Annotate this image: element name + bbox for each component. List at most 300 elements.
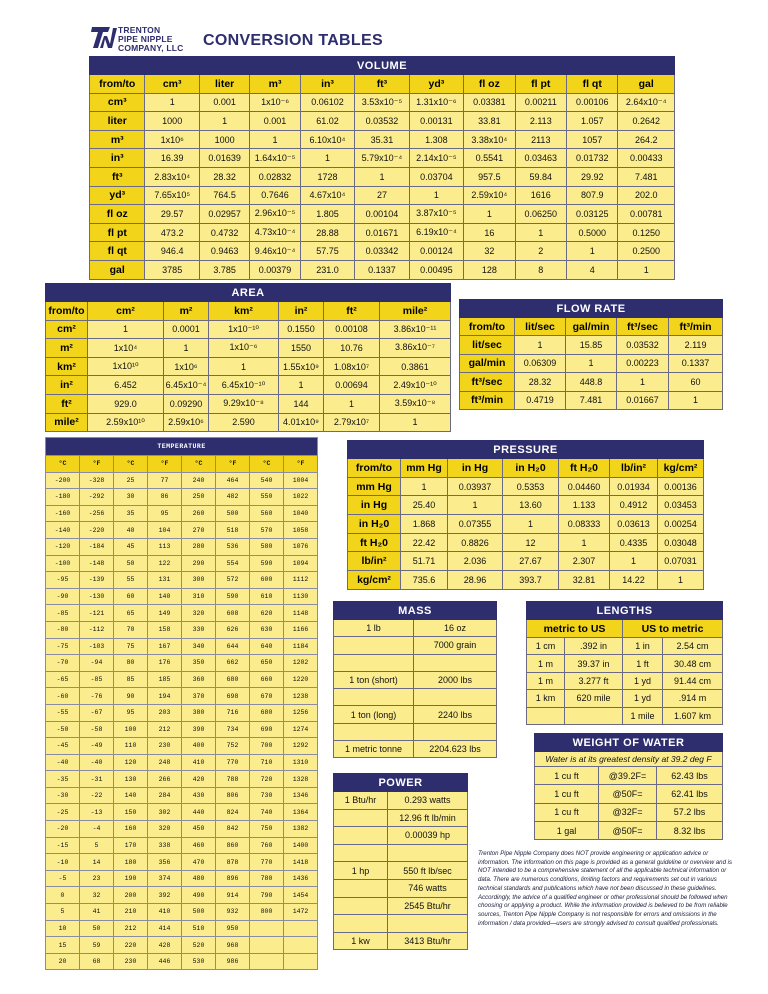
lengths-cell: 1 m [527, 655, 565, 672]
temperature-row [46, 572, 318, 589]
pressure-value-cell: 1 [559, 533, 610, 552]
temperature-cell: -55 [46, 704, 80, 721]
power-cell [334, 879, 388, 897]
mass-title: MASS [334, 602, 497, 620]
temperature-row [46, 870, 318, 887]
volume-row-label: gal [90, 260, 145, 279]
pressure-value-cell: 2.307 [559, 552, 610, 571]
temperature-cell: 1274 [284, 721, 318, 738]
lengths-cell: 1 km [527, 690, 565, 707]
volume-table [89, 56, 675, 280]
volume-value-cell: 0.06250 [515, 205, 566, 224]
temperature-cell: 75 [114, 638, 148, 655]
temperature-cell: -200 [46, 472, 80, 489]
temperature-row [46, 522, 318, 539]
flow-value-cell: 0.06309 [515, 354, 566, 372]
temperature-cell: 760 [250, 837, 284, 854]
volume-value-cell: 3.87x10⁻⁵ [409, 205, 463, 224]
pressure-row-label: mm Hg [348, 477, 401, 496]
power-cell [334, 809, 388, 827]
flow-value-cell: 0.01667 [617, 391, 669, 409]
volume-value-cell: 1057 [567, 130, 618, 149]
volume-row-label: yd³ [90, 186, 145, 205]
lengths-cell: 1 cm [527, 638, 565, 655]
mass-cell: 2240 lbs [414, 706, 497, 723]
temperature-cell: -40 [46, 754, 80, 771]
temperature-cell: -4 [80, 821, 114, 838]
pressure-value-cell: 0.08333 [559, 515, 610, 534]
temperature-cell: 530 [182, 953, 216, 970]
temperature-cell: -40 [80, 754, 114, 771]
volume-value-cell: 0.9463 [199, 242, 249, 261]
flow-row [460, 354, 723, 372]
temperature-cell: 350 [182, 655, 216, 672]
volume-value-cell: 0.7646 [250, 186, 300, 205]
volume-value-cell: 0.00433 [618, 149, 675, 168]
temperature-row [46, 638, 318, 655]
mass-cell: 2000 lbs [414, 671, 497, 688]
pressure-value-cell: 25.40 [401, 496, 448, 515]
temperature-cell: 1436 [284, 870, 318, 887]
volume-value-cell: 1000 [145, 112, 199, 131]
temperature-cell: -120 [46, 538, 80, 555]
pressure-value-cell: 51.71 [401, 552, 448, 571]
temperature-cell: -15 [46, 837, 80, 854]
power-cell: 12.96 ft lb/min [388, 809, 468, 827]
area-value-cell: 929.0 [88, 394, 164, 413]
temperature-cell: 284 [148, 787, 182, 804]
area-value-cell: 0.3861 [380, 357, 451, 376]
temperature-cell: 420 [182, 771, 216, 788]
temperature-cell: -85 [46, 605, 80, 622]
area-header-cell: mile² [380, 302, 451, 321]
temperature-cell: -65 [46, 671, 80, 688]
volume-value-cell: 2.64x10⁻⁴ [618, 93, 675, 112]
volume-value-cell: 1 [355, 167, 409, 186]
temperature-cell: 1058 [284, 522, 318, 539]
temperature-cell: 1472 [284, 904, 318, 921]
water-cell: 62.41 lbs [657, 785, 723, 803]
temperature-cell: 35 [114, 505, 148, 522]
temperature-cell: -95 [46, 572, 80, 589]
pressure-value-cell: 0.07031 [658, 552, 704, 571]
pressure-header-cell: from/to [348, 459, 401, 478]
temperature-cell: 460 [182, 837, 216, 854]
mass-cell: 1 metric tonne [334, 741, 414, 758]
temperature-header-cell: °F [148, 456, 182, 473]
flow-value-cell: 7.481 [566, 391, 617, 409]
pressure-value-cell: 0.00136 [658, 477, 704, 496]
volume-row-label: fl qt [90, 242, 145, 261]
volume-value-cell: 0.00379 [250, 260, 300, 279]
temperature-cell: 280 [182, 538, 216, 555]
area-value-cell: 3.86x10⁻¹¹ [380, 320, 451, 339]
volume-value-cell: 4.73x10⁻⁴ [250, 223, 300, 242]
temperature-cell: 410 [182, 754, 216, 771]
mass-row [334, 671, 497, 688]
water-row [535, 803, 723, 821]
temperature-cell: 170 [114, 837, 148, 854]
temperature-cell: 320 [182, 605, 216, 622]
area-value-cell: 3.59x10⁻⁸ [380, 394, 451, 413]
temperature-cell: 194 [148, 688, 182, 705]
area-value-cell: 2.590 [209, 413, 279, 432]
temperature-cell: 824 [216, 804, 250, 821]
temperature-cell: 950 [216, 920, 250, 937]
temperature-row [46, 688, 318, 705]
power-row [334, 844, 468, 862]
temperature-cell: 392 [148, 887, 182, 904]
pressure-row-label: ft H₂0 [348, 533, 401, 552]
power-row [334, 862, 468, 880]
power-cell [388, 844, 468, 862]
volume-value-cell: 6.19x10⁻⁴ [409, 223, 463, 242]
temperature-header-cell: °C [46, 456, 80, 473]
temperature-cell: 914 [216, 887, 250, 904]
temperature-row [46, 804, 318, 821]
temperature-cell: 266 [148, 771, 182, 788]
lengths-cell: 1 in [623, 638, 663, 655]
temperature-table [45, 437, 318, 970]
volume-value-cell: 0.2642 [618, 112, 675, 131]
volume-value-cell: 16.39 [145, 149, 199, 168]
pressure-row-label: in H₂0 [348, 515, 401, 534]
lengths-title: LENGTHS [527, 602, 723, 620]
volume-value-cell: 0.02957 [199, 205, 249, 224]
temperature-cell: 446 [148, 953, 182, 970]
area-value-cell: 1x10⁴ [88, 339, 164, 358]
pressure-row-label: kg/cm² [348, 571, 401, 590]
volume-value-cell: 1.057 [567, 112, 618, 131]
area-row [46, 320, 451, 339]
area-value-cell: 1550 [279, 339, 324, 358]
temperature-cell: 1454 [284, 887, 318, 904]
temperature-cell: 640 [250, 638, 284, 655]
tpn-logo-icon [90, 24, 118, 51]
temperature-cell: 932 [216, 904, 250, 921]
area-row [46, 357, 451, 376]
area-value-cell: 4.01x10⁹ [279, 413, 324, 432]
temperature-cell: 1382 [284, 821, 318, 838]
temperature-cell: 104 [148, 522, 182, 539]
temperature-cell: -80 [46, 621, 80, 638]
volume-value-cell: 59.84 [515, 167, 566, 186]
volume-value-cell: 2.83x10⁴ [145, 167, 199, 186]
temperature-cell: 10 [46, 920, 80, 937]
temperature-cell: 25 [114, 472, 148, 489]
flow-value-cell: 1 [566, 354, 617, 372]
area-value-cell: 2.79x10⁷ [324, 413, 380, 432]
mass-cell [334, 654, 414, 671]
temperature-cell: 482 [216, 489, 250, 506]
area-value-cell: 0.09290 [164, 394, 209, 413]
volume-value-cell: 1.805 [300, 205, 354, 224]
temperature-cell: 70 [114, 621, 148, 638]
pressure-value-cell: 393.7 [503, 571, 559, 590]
temperature-cell: 626 [216, 621, 250, 638]
temperature-cell: 590 [216, 588, 250, 605]
temperature-cell: 302 [148, 804, 182, 821]
temperature-cell: 330 [182, 621, 216, 638]
pressure-value-cell: 1 [448, 496, 503, 515]
pressure-value-cell: 1 [658, 571, 704, 590]
temperature-cell: 150 [114, 804, 148, 821]
temperature-cell: 5 [46, 904, 80, 921]
temperature-row [46, 953, 318, 970]
flow-row-label: lit/sec [460, 336, 515, 354]
temperature-cell: 842 [216, 821, 250, 838]
volume-value-cell: 7.481 [618, 167, 675, 186]
pressure-value-cell: 28.96 [448, 571, 503, 590]
area-value-cell: 1 [88, 320, 164, 339]
temperature-cell: 260 [182, 505, 216, 522]
temperature-row [46, 904, 318, 921]
volume-value-cell: 0.03532 [355, 112, 409, 131]
temperature-cell: 734 [216, 721, 250, 738]
temperature-cell: 1400 [284, 837, 318, 854]
water-row [535, 821, 723, 839]
lengths-row [527, 672, 723, 689]
flow-value-cell: 0.03532 [617, 336, 669, 354]
area-row-label: in² [46, 376, 88, 395]
temperature-cell: -67 [80, 704, 114, 721]
temperature-cell: 176 [148, 655, 182, 672]
flow-value-cell: 0.1337 [669, 354, 723, 372]
pressure-value-cell: 13.60 [503, 496, 559, 515]
temperature-cell: -35 [46, 771, 80, 788]
temperature-cell: 50 [114, 555, 148, 572]
temperature-cell: 160 [114, 821, 148, 838]
area-value-cell: 10.76 [324, 339, 380, 358]
temperature-cell: -94 [80, 655, 114, 672]
area-header-cell: km² [209, 302, 279, 321]
power-cell: 2545 Btu/hr [388, 897, 468, 915]
flow-value-cell: 0.00223 [617, 354, 669, 372]
volume-value-cell: 0.001 [250, 112, 300, 131]
pressure-header-cell: in Hg [448, 459, 503, 478]
temperature-cell: 1040 [284, 505, 318, 522]
volume-value-cell: 1 [250, 130, 300, 149]
temperature-cell: 248 [148, 754, 182, 771]
temperature-header-cell: °F [284, 456, 318, 473]
pressure-row [348, 496, 704, 515]
area-row-label: km² [46, 357, 88, 376]
temperature-cell: 700 [250, 738, 284, 755]
temperature-cell: 570 [250, 522, 284, 539]
mass-row [334, 689, 497, 706]
volume-value-cell: 2.59x10⁴ [464, 186, 515, 205]
flow-value-cell: 2.119 [669, 336, 723, 354]
water-cell: 1 cu ft [535, 803, 599, 821]
flow-header-cell: from/to [460, 318, 515, 336]
area-title-row [46, 284, 451, 302]
volume-value-cell: 8 [515, 260, 566, 279]
temperature-cell: 590 [250, 555, 284, 572]
logo-line-3: COMPANY, LLC [118, 43, 184, 53]
temperature-header-cell: °F [216, 456, 250, 473]
temperature-row [46, 721, 318, 738]
flow-row [460, 373, 723, 391]
volume-value-cell: 1 [618, 260, 675, 279]
pressure-value-cell: 27.67 [503, 552, 559, 571]
pressure-value-cell: 1 [503, 515, 559, 534]
temperature-cell: 770 [216, 754, 250, 771]
temperature-cell: 1094 [284, 555, 318, 572]
flow-header-cell: ft³/min [669, 318, 723, 336]
temperature-cell: -22 [80, 787, 114, 804]
temperature-cell: 158 [148, 621, 182, 638]
temperature-cell: 430 [182, 787, 216, 804]
volume-header-cell: yd³ [409, 75, 463, 94]
temperature-cell: -140 [46, 522, 80, 539]
lengths-cell: 1 ft [623, 655, 663, 672]
temperature-row [46, 555, 318, 572]
temperature-cell: -130 [80, 588, 114, 605]
volume-value-cell: 2.113 [515, 112, 566, 131]
temperature-header-cell: °F [80, 456, 114, 473]
temperature-cell: 1310 [284, 754, 318, 771]
temperature-cell: 300 [182, 572, 216, 589]
volume-row-label: liter [90, 112, 145, 131]
temperature-cell: -30 [46, 787, 80, 804]
temperature-cell: 554 [216, 555, 250, 572]
lengths-table [526, 601, 723, 725]
water-cell: @32F= [599, 803, 657, 821]
temperature-cell: -121 [80, 605, 114, 622]
temperature-row [46, 738, 318, 755]
temperature-cell: 470 [182, 854, 216, 871]
area-value-cell: 1 [324, 394, 380, 413]
temperature-cell: 14 [80, 854, 114, 871]
temperature-cell: 30 [114, 489, 148, 506]
volume-value-cell: 946.4 [145, 242, 199, 261]
temperature-cell: 130 [114, 771, 148, 788]
pressure-row [348, 515, 704, 534]
temperature-cell: 50 [80, 920, 114, 937]
volume-value-cell: 0.001 [199, 93, 249, 112]
temperature-cell: 1328 [284, 771, 318, 788]
volume-value-cell: 0.00211 [515, 93, 566, 112]
volume-header-row [90, 75, 675, 94]
temperature-cell: 41 [80, 904, 114, 921]
temperature-cell: 32 [80, 887, 114, 904]
volume-value-cell: 0.02832 [250, 167, 300, 186]
temperature-cell: 464 [216, 472, 250, 489]
pressure-value-cell: 0.00254 [658, 515, 704, 534]
mass-cell [334, 689, 414, 706]
lengths-header-row [527, 620, 723, 638]
temperature-cell: 1130 [284, 588, 318, 605]
pressure-header-cell: ft H₂0 [559, 459, 610, 478]
lengths-cell: 1 mile [623, 707, 663, 724]
mass-row [334, 654, 497, 671]
temperature-cell: 600 [250, 572, 284, 589]
temperature-cell: 113 [148, 538, 182, 555]
temperature-row [46, 887, 318, 904]
volume-value-cell: 1 [464, 205, 515, 224]
temperature-header-cell: °C [250, 456, 284, 473]
lengths-row [527, 690, 723, 707]
power-cell: 0.00039 hp [388, 827, 468, 845]
temperature-cell: 500 [216, 505, 250, 522]
volume-row [90, 205, 675, 224]
temperature-cell: 140 [114, 787, 148, 804]
pressure-value-cell: 735.6 [401, 571, 448, 590]
volume-value-cell: 9.46x10⁻⁴ [250, 242, 300, 261]
area-value-cell: 144 [279, 394, 324, 413]
temperature-cell: -75 [46, 638, 80, 655]
temperature-cell: 1256 [284, 704, 318, 721]
volume-row [90, 260, 675, 279]
pressure-header-cell: in H₂0 [503, 459, 559, 478]
power-title: POWER [334, 774, 468, 792]
temperature-cell: 1112 [284, 572, 318, 589]
temperature-cell: 86 [148, 489, 182, 506]
lengths-cell [527, 707, 565, 724]
volume-row [90, 93, 675, 112]
lengths-cell: 1.607 km [663, 707, 723, 724]
power-row [334, 932, 468, 950]
volume-header-cell: from/to [90, 75, 145, 94]
power-table [333, 773, 468, 950]
temperature-cell: 1166 [284, 621, 318, 638]
temperature-cell: 290 [182, 555, 216, 572]
temperature-row [46, 837, 318, 854]
lengths-header-cell: metric to US [527, 620, 623, 638]
volume-value-cell: 1 [300, 149, 354, 168]
power-row [334, 792, 468, 810]
lengths-row [527, 655, 723, 672]
volume-row [90, 112, 675, 131]
mass-cell [414, 654, 497, 671]
temperature-cell: -139 [80, 572, 114, 589]
volume-value-cell: 764.5 [199, 186, 249, 205]
temperature-row [46, 588, 318, 605]
mass-table [333, 601, 497, 758]
area-value-cell: 3.86x10⁻⁷ [380, 339, 451, 358]
temperature-cell: 550 [250, 489, 284, 506]
temperature-row [46, 621, 318, 638]
temperature-row [46, 538, 318, 555]
temperature-row [46, 472, 318, 489]
pressure-value-cell: 1.133 [559, 496, 610, 515]
volume-value-cell: 0.5541 [464, 149, 515, 168]
volume-row [90, 223, 675, 242]
temperature-header-row [46, 456, 318, 473]
pressure-value-cell: 12 [503, 533, 559, 552]
water-row [535, 767, 723, 785]
area-row [46, 376, 451, 395]
mass-cell [414, 689, 497, 706]
temperature-cell: 120 [114, 754, 148, 771]
volume-value-cell: 0.03125 [567, 205, 618, 224]
temperature-cell: 740 [250, 804, 284, 821]
temperature-cell: 60 [114, 588, 148, 605]
mass-cell: 2204.623 lbs [414, 741, 497, 758]
temperature-row [46, 787, 318, 804]
volume-value-cell: 57.75 [300, 242, 354, 261]
temperature-cell: -100 [46, 555, 80, 572]
area-value-cell: 1 [209, 357, 279, 376]
temperature-cell: 1022 [284, 489, 318, 506]
temperature-cell: -256 [80, 505, 114, 522]
temperature-cell: 680 [250, 704, 284, 721]
temperature-cell: -45 [46, 738, 80, 755]
mass-cell: 1 ton (long) [334, 706, 414, 723]
lengths-cell: 2.54 cm [663, 638, 723, 655]
power-cell: 550 ft lb/sec [388, 862, 468, 880]
area-value-cell: 6.452 [88, 376, 164, 395]
